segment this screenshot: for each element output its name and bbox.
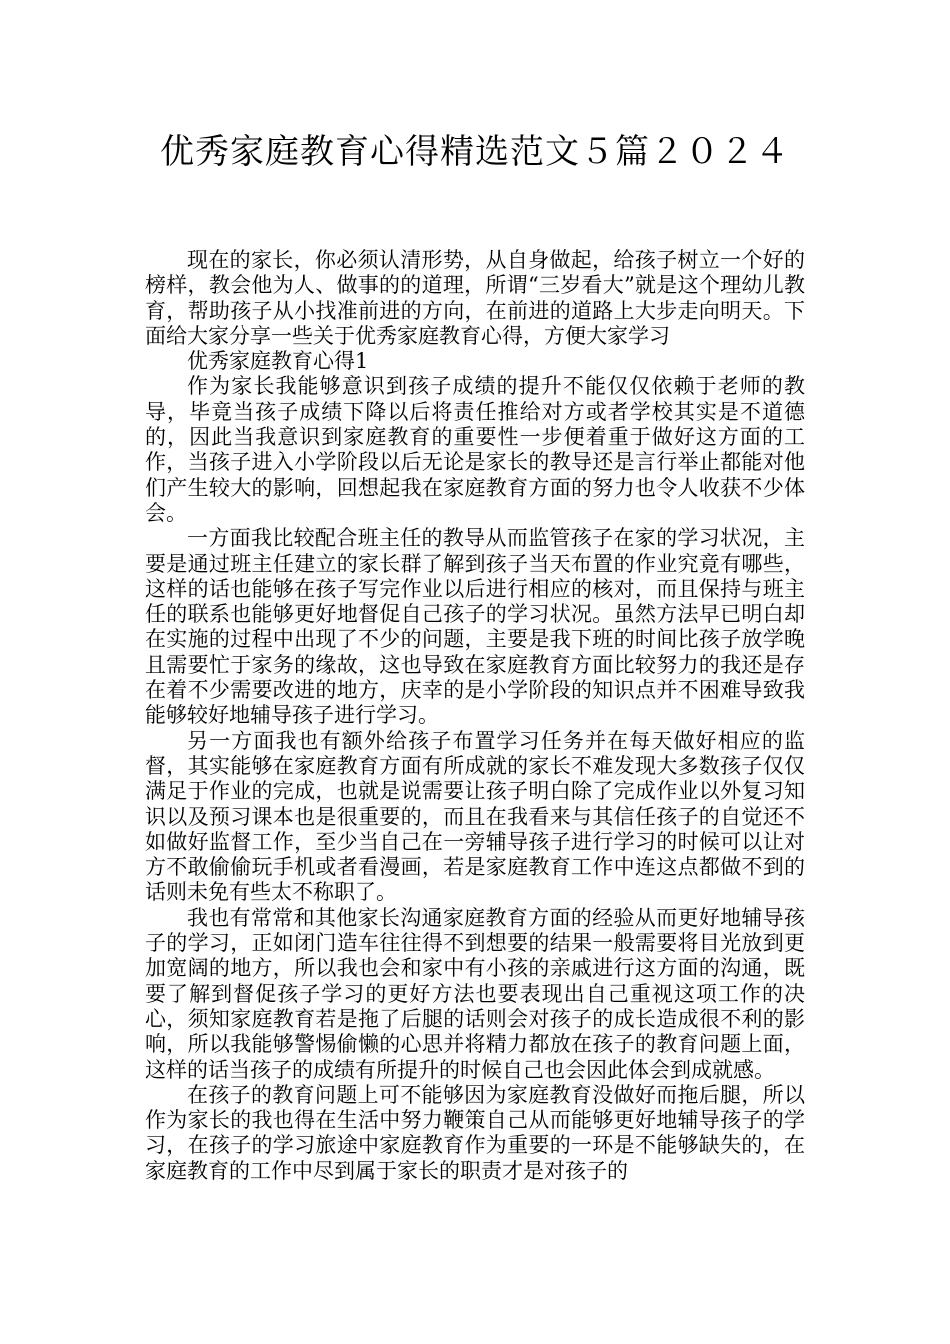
section-heading: 优秀家庭教育心得1 — [187, 349, 369, 374]
document-body — [145, 248, 805, 1184]
body-paragraph: 我也有常常和其他家长沟通家庭教育方面的经验从而更好地辅导孩子的学习，正如闭门造车往往得不到想要的结果一般需要将目光放到更加宽阔的地方，所以我也会和家中有小孩的亲戚进行这方面的沟通，既要了解到督促孩子学习的更好方法也要表现出自己重视这项工作的决心，须知家庭教育若是拖了后腿的话则会对孩子的成长造成很不利的影响，所以我能够警惕偷懒的心思并将精力都放在孩子的教育问题上面，这样的话当孩子的成绩有所提升的时候自己也会因此体会到成就感。 — [145, 905, 805, 1082]
document-title: 优秀家庭教育心得精选范文５篇２０２４ — [160, 132, 790, 172]
body-paragraph: 作为家长我能够意识到孩子成绩的提升不能仅仅依赖于老师的教导，毕竟当孩子成绩下降以后将责任推给对方或者学校其实是不道德的，因此当我意识到家庭教育的重要性一步便着重于做好这方面的工作，当孩子进入小学阶段以后无论是家长的教导还是言行举止都能对他们产生较大的影响，回想起我在家庭教育方面的努力也令人收获不少体会。 — [145, 374, 805, 525]
body-paragraph: 另一方面我也有额外给孩子布置学习任务并在每天做好相应的监督，其实能够在家庭教育方面有所成就的家长不难发现大多数孩子仅仅满足于作业的完成，也就是说需要让孩子明白除了完成作业以外复习知识以及预习课本也是很重要的，而且在我看来与其信任孩子的自觉还不如做好监督工作，至少当自己在一旁辅导孩子进行学习的时候可以让对方不敢偷偷玩手机或者看漫画，若是家庭教育工作中连这点都做不到的话则未免有些太不称职了。 — [145, 728, 805, 905]
body-paragraph: 在孩子的教育问题上可不能够因为家庭教育没做好而拖后腿，所以作为家长的我也得在生活中努力鞭策自己从而能够更好地辅导孩子的学习，在孩子的学习旅途中家庭教育作为重要的一环是不能够缺失的，在家庭教育的工作中尽到属于家长的职责才是对孩子的 — [145, 1082, 805, 1183]
body-paragraph: 一方面我比较配合班主任的教导从而监管孩子在家的学习状况，主要是通过班主任建立的家长群了解到孩子当天布置的作业究竟有哪些，这样的话也能够在孩子写完作业以后进行相应的核对，而且保持与班主任的联系也能够更好地督促自己孩子的学习状况。虽然方法早已明白却在实施的过程中出现了不少的问题，主要是我下班的时间比孩子放学晚且需要忙于家务的缘故，这也导致在家庭教育方面比较努力的我还是存在着不少需要改进的地方，庆幸的是小学阶段的知识点并不困难导致我能够较好地辅导孩子进行学习。 — [145, 526, 805, 728]
intro-paragraph: 现在的家长，你必须认清形势，从自身做起，给孩子树立一个好的榜样，教会他为人、做事的的道理，所谓“三岁看大”就是这个理幼儿教育，帮助孩子从小找准前进的方向，在前进的道路上大步走向明天。下面给大家分享一些关于优秀家庭教育心得，方便大家学习 — [145, 248, 805, 348]
